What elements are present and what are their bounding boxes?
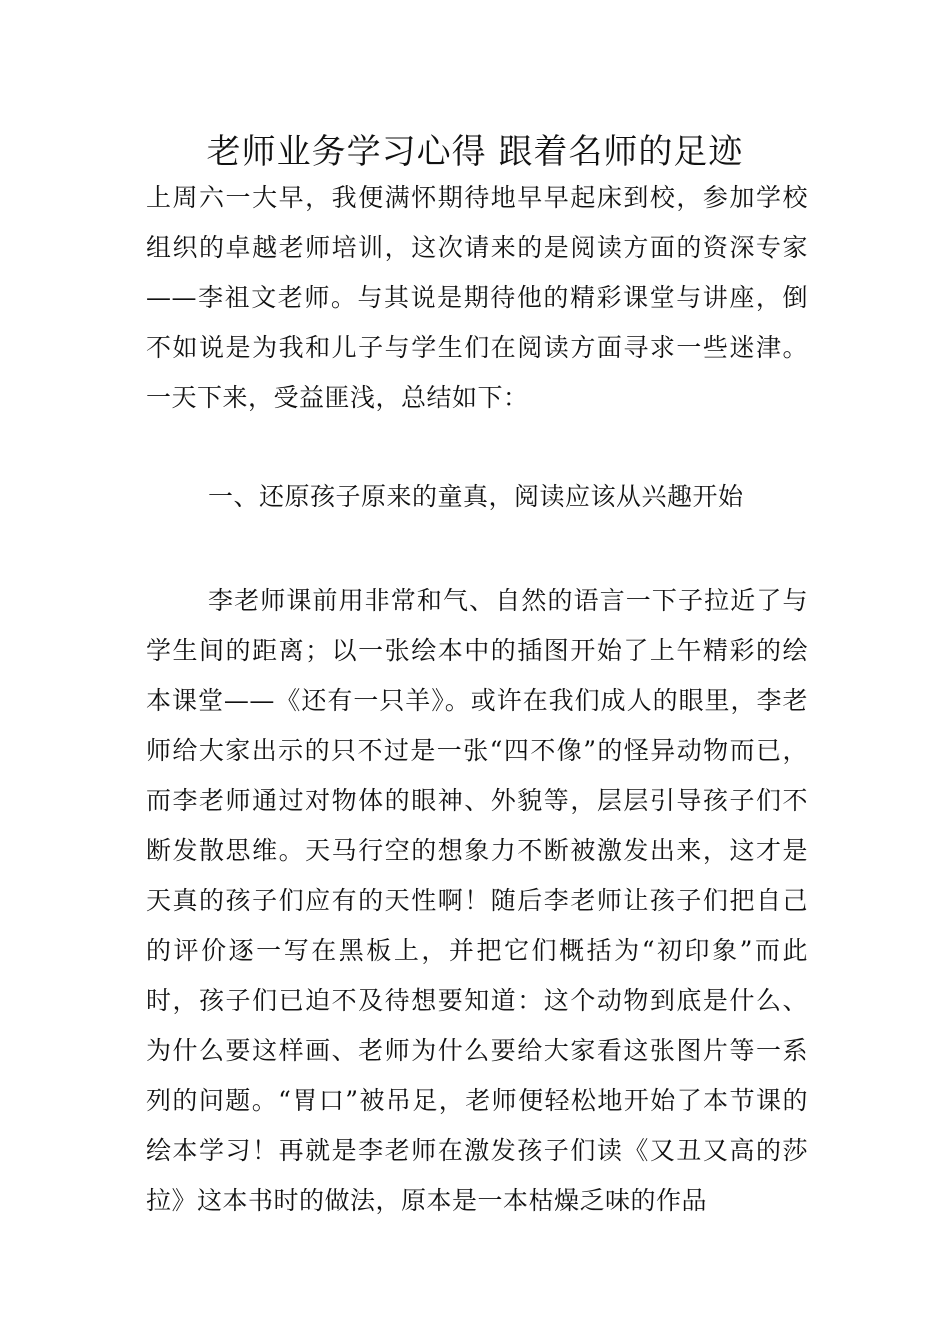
document-title: 老师业务学习心得 跟着名师的足迹 [206, 132, 744, 172]
intro-paragraph: 上周六一大早，我便满怀期待地早早起床到校，参加学校组织的卓越老师培训，这次请来的是阅读方面的资深专家——李祖文老师。与其说是期待他的精彩课堂与讲座，倒不如说是为我和儿子与学生们在阅读方面寻求一些迷津。一天下来，受益匪浅，总结如下： [146, 183, 808, 412]
body-paragraph: 李老师课前用非常和气、自然的语言一下子拉近了与学生间的距离；以一张绘本中的插图开始了上午精彩的绘本课堂——《还有一只羊》。或许在我们成人的眼里，李老师给大家出示的只不过是一张“四不像”的怪异动物而已，而李老师通过对物体的眼神、外貌等，层层引导孩子们不断发散思维。天马行空的想象力不断被激发出来，这才是天真的孩子们应有的天性啊！随后李老师让孩子们把自己的评价逐一写在黑板上，并把它们概括为“初印象”而此时，孩子们已迫不及待想要知道：这个动物到底是什么、为什么要这样画、老师为什么要给大家看这张图片等一系列的问题。“胃口”被吊足，老师便轻松地开始了本节课的绘本学习！再就是李老师在激发孩子们读《又丑又高的莎拉》这本书时的做法，原本是一本枯燥乏味的作品 [146, 586, 808, 1215]
section-heading: 一、还原孩子原来的童真，阅读应该从兴趣开始 [208, 482, 744, 511]
